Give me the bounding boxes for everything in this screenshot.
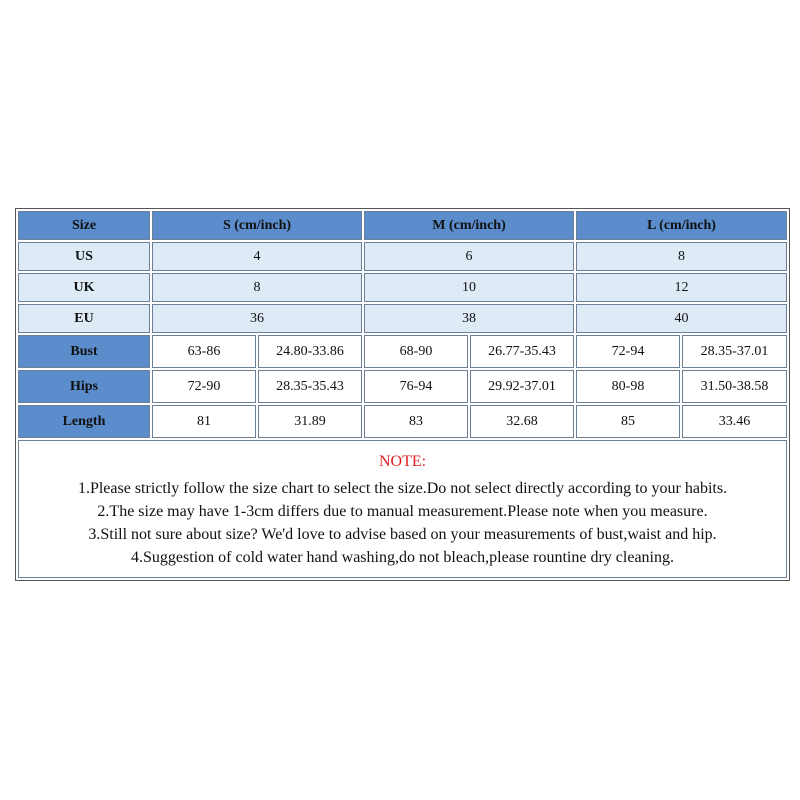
length-m-cm: 83	[364, 405, 468, 438]
uk-label: UK	[18, 273, 150, 302]
us-label: US	[18, 242, 150, 271]
length-row	[18, 405, 787, 438]
bust-label: Bust	[18, 335, 150, 368]
bust-m-cm: 68-90	[364, 335, 468, 368]
hips-l-inch: 31.50-38.58	[682, 370, 787, 403]
eu-m-value: 38	[364, 304, 574, 333]
bust-m-inch: 26.77-35.43	[470, 335, 574, 368]
note-row	[18, 440, 787, 578]
eu-s-value: 36	[152, 304, 362, 333]
note-line-3: 3.Still not sure about size? We'd love to advise based on your measurements of bust,waist and hip.	[88, 526, 717, 543]
us-s-value: 4	[152, 242, 362, 271]
uk-m-value: 10	[364, 273, 574, 302]
length-m-inch: 32.68	[470, 405, 574, 438]
bust-row	[18, 335, 787, 368]
hips-label: Hips	[18, 370, 150, 403]
hips-row	[18, 370, 787, 403]
bust-l-inch: 28.35-37.01	[682, 335, 787, 368]
size-l-header: L (cm/inch)	[576, 211, 787, 240]
hips-m-inch: 29.92-37.01	[470, 370, 574, 403]
uk-s-value: 8	[152, 273, 362, 302]
uk-row	[18, 273, 787, 302]
eu-row	[18, 304, 787, 333]
eu-label: EU	[18, 304, 150, 333]
note-line-1: 1.Please strictly follow the size chart to select the size.Do not select directly according to your habits.	[77, 480, 728, 497]
us-row	[18, 242, 787, 271]
size-header: Size	[18, 211, 150, 240]
note-section	[18, 440, 787, 578]
note-title: NOTE:	[378, 453, 427, 470]
note-line-4: 4.Suggestion of cold water hand washing,do not bleach,please rountine dry cleaning.	[131, 549, 674, 566]
note-line-2: 2.The size may have 1-3cm differs due to manual measurement.Please note when you measure.	[97, 503, 708, 520]
hips-s-inch: 28.35-35.43	[258, 370, 362, 403]
length-l-cm: 85	[576, 405, 680, 438]
bust-l-cm: 72-94	[576, 335, 680, 368]
size-m-header: M (cm/inch)	[364, 211, 574, 240]
bust-s-cm: 63-86	[152, 335, 256, 368]
bust-s-inch: 24.80-33.86	[258, 335, 362, 368]
length-label: Length	[18, 405, 150, 438]
size-chart-table	[15, 208, 790, 581]
length-s-inch: 31.89	[258, 405, 362, 438]
uk-l-value: 12	[576, 273, 787, 302]
us-m-value: 6	[364, 242, 574, 271]
hips-l-cm: 80-98	[576, 370, 680, 403]
length-s-cm: 81	[152, 405, 256, 438]
hips-s-cm: 72-90	[152, 370, 256, 403]
size-s-header: S (cm/inch)	[152, 211, 362, 240]
header-row	[18, 211, 787, 240]
us-l-value: 8	[576, 242, 787, 271]
eu-l-value: 40	[576, 304, 787, 333]
hips-m-cm: 76-94	[364, 370, 468, 403]
length-l-inch: 33.46	[682, 405, 787, 438]
